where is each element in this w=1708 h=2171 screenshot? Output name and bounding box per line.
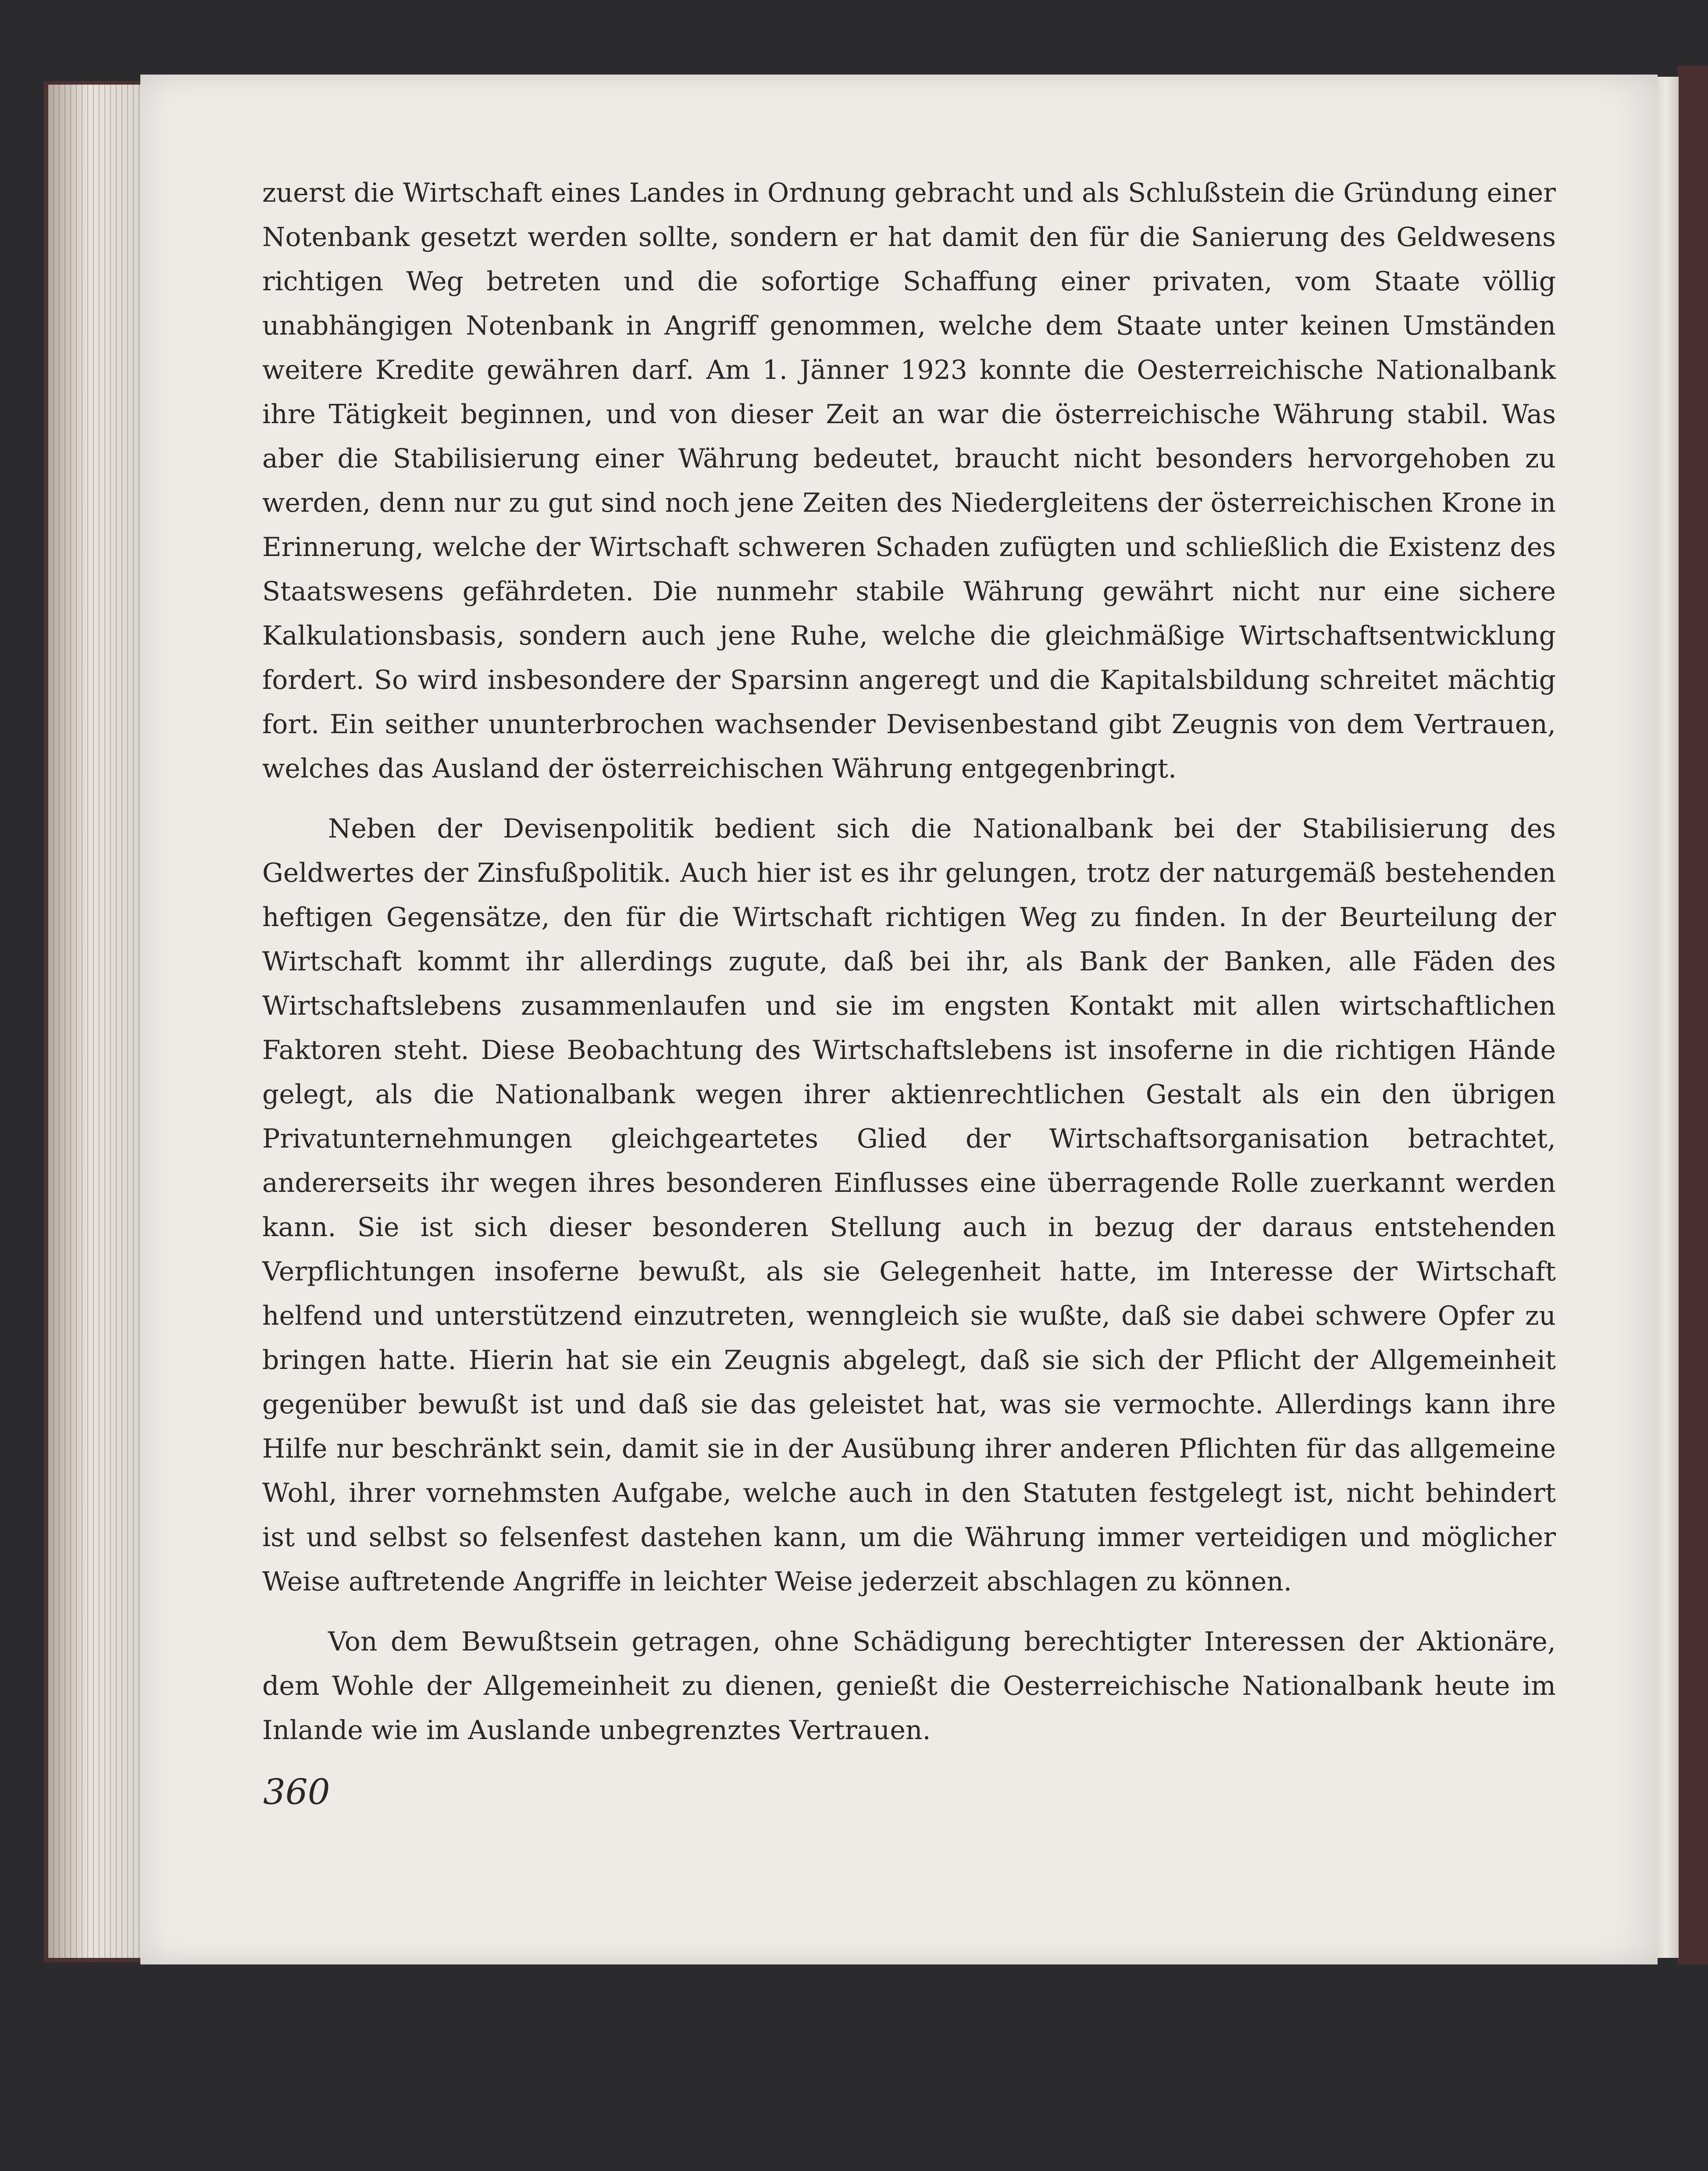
- page-number: 360: [263, 1772, 330, 1812]
- body-text: [262, 171, 1556, 1768]
- paragraph-2: Neben der Devisenpolitik bedient sich die Nationalbank bei der Stabilisierung des Geldwertes der Zinsfußpolitik. Auch hier ist es ihr gelungen, trotz der naturgemäß bestehenden heftigen Gegensätze, den für die Wirtschaft richtigen Weg zu finden. In der Beurteilung der Wirtschaft kommt ihr allerdings zugute, daß bei ihr, als Bank der Banken, alle Fäden des Wirtschaftslebens zusammenlaufen und sie im engsten Kontakt mit allen wirtschaftlichen Faktoren steht. Diese Beobachtung des Wirtschaftslebens ist insoferne in die richtigen Hände gelegt, als die Nationalbank wegen ihrer aktienrechtlichen Gestalt als ein den übrigen Privatunternehmungen gleichgeartetes Glied der Wirtschaftsorganisation betrachtet, andererseits ihr wegen ihres besonderen Einflusses eine überragende Rolle zuerkannt werden kann. Sie ist sich dieser besonderen Stellung auch in bezug der daraus entstehenden Verpflichtungen insoferne bewußt, als sie Gelegenheit hatte, im Interesse der Wirtschaft helfend und unterstützend einzutreten, wenngleich sie wußte, daß sie dabei schwere Opfer zu bringen hatte. Hierin hat sie ein Zeugnis abgelegt, daß sie sich der Pflicht der Allgemeinheit gegenüber bewußt ist und daß sie das geleistet hat, was sie vermochte. Allerdings kann ihre Hilfe nur beschränkt sein, damit sie in der Ausübung ihrer anderen Pflichten für das allgemeine Wohl, ihrer vornehmsten Aufgabe, welche auch in den Statuten festgelegt ist, nicht behindert ist und selbst so felsenfest dastehen kann, um die Währung immer verteidigen und möglicher Weise auftretende Angriffe in leichter Weise jederzeit abschlagen zu können.: [262, 813, 1556, 1597]
- paragraph-1: zuerst die Wirtschaft eines Landes in Ordnung gebracht und als Schlußstein die Gründung einer Notenbank gesetzt werden sollte, sondern er hat damit den für die Sanierung des Geldwesens richtigen Weg betreten und die sofortige Schaffung einer privaten, vom Staate völlig unabhängigen Notenbank in Angriff genommen, welche dem Staate unter keinen Umständen weitere Kredite gewähren darf. Am 1. Jänner 1923 konnte die Oesterreichische Nationalbank ihre Tätigkeit beginnen, und von dieser Zeit an war die österreichische Währung stabil. Was aber die Stabilisierung einer Währung bedeutet, braucht nicht besonders hervorgehoben zu werden, denn nur zu gut sind noch jene Zeiten des Niedergleitens der österreichischen Krone in Erinnerung, welche der Wirtschaft schweren Schaden zufügten und schließlich die Existenz des Staatswesens gefährdeten. Die nunmehr stabile Währung gewährt nicht nur eine sichere Kalkulationsbasis, sondern auch jene Ruhe, welche die gleichmäßige Wirtschaftsentwicklung fordert. So wird insbesondere der Sparsinn angeregt und die Kapitalsbildung schreitet mächtig fort. Ein seither ununterbrochen wachsender Devisenbestand gibt Zeugnis von dem Vertrauen, welches das Ausland der österreichischen Währung entgegenbringt.: [262, 178, 1556, 784]
- paragraph-3: Von dem Bewußtsein getragen, ohne Schädigung berechtigter Interessen der Aktionäre, dem Wohle der Allgemeinheit zu dienen, genießt die Oesterreichische Nationalbank heute im Inlande wie im Auslande unbegrenztes Vertrauen.: [262, 1626, 1556, 1746]
- book-cover-edge: [1677, 66, 1708, 1964]
